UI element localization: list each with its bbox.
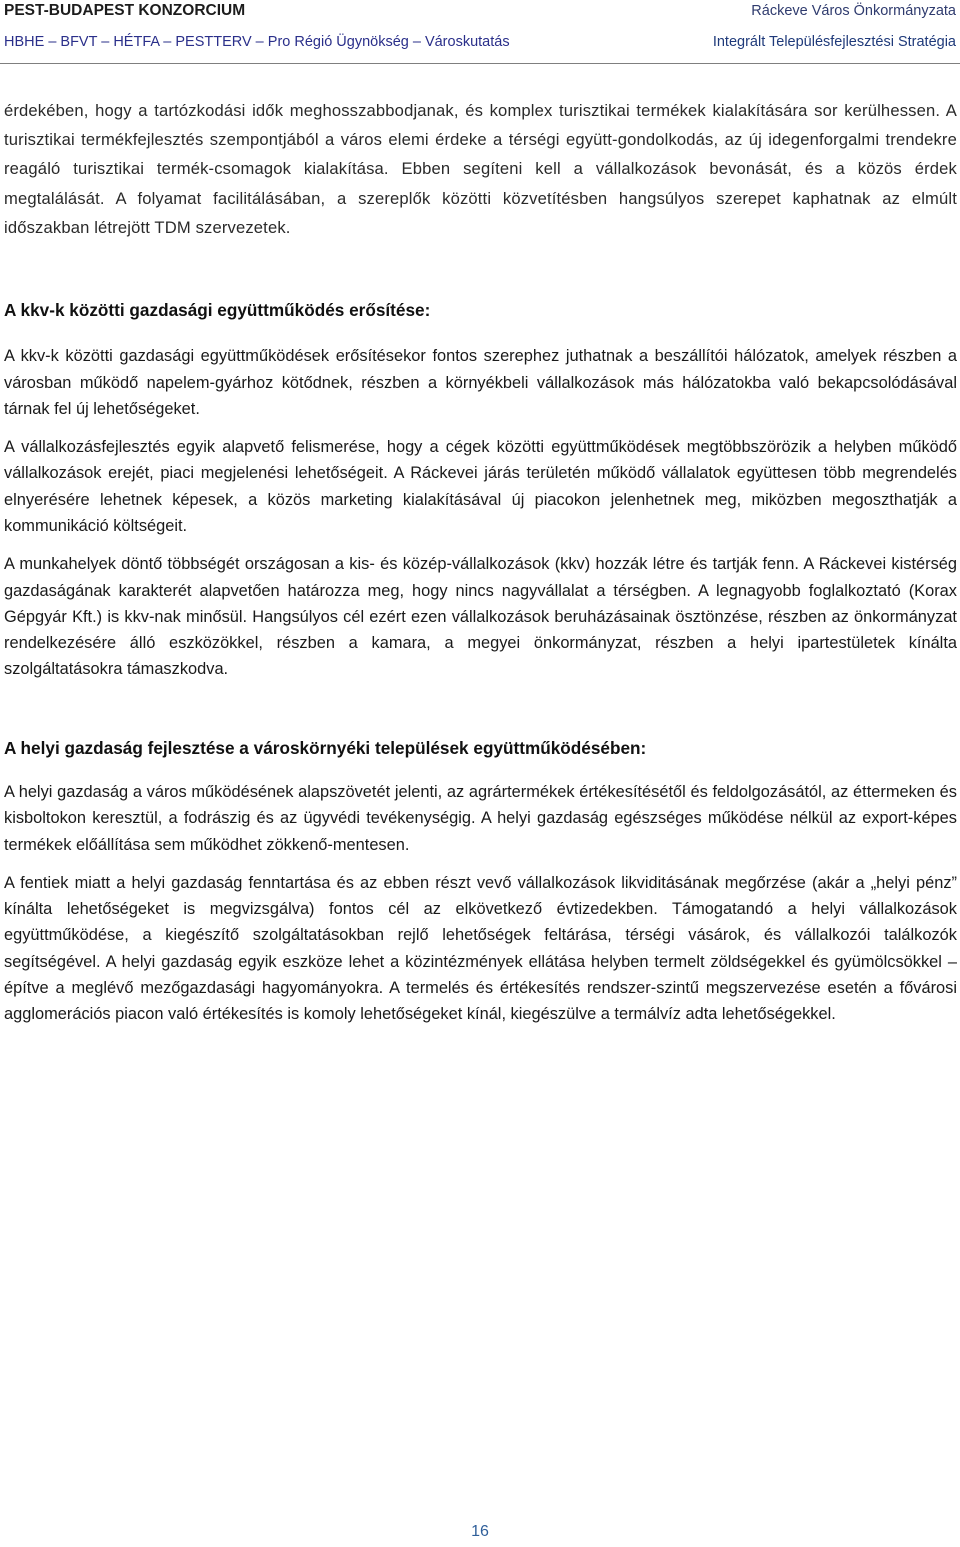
consortium-name: PEST-BUDAPEST KONZORCIUM	[4, 2, 246, 19]
page-number: 16	[471, 1523, 489, 1540]
paragraph: A helyi gazdaság a város működésének alapszövetét jelenti, az agrártermékek értékesítésétől és feldolgozásától, az éttermeken és kisboltokon keresztül, a fodrászig és az ügyvédi tevékenységig. A helyi gazdaság egészséges működése nélkül az export-képes termékek előállítása sem működhet zökkenő-mentesen.	[4, 782, 957, 854]
document-title: Integrált Településfejlesztési Stratégia	[712, 34, 956, 50]
document-body	[4, 96, 957, 1040]
municipality-name: Ráckeve Város Önkormányzata	[751, 3, 956, 19]
paragraph: A vállalkozásfejlesztés egyik alapvető felismerése, hogy a cégek közötti együttműködések megtöbbszörözik a helyben működő vállalkozások erejét, piaci megjelenési lehetőségeit. A Ráckevei járás területén működő vállalatok együttesen több megrendelés elnyerésére lehetnek képesek, a közös marketing kialakításával új piacokon jelenhetnek meg, miközben megoszthatják a kommunikáció költségeit.	[4, 438, 957, 535]
section-heading-local-economy: A helyi gazdaság fejlesztése a városkörnyéki települések együttműködésében:	[4, 737, 647, 758]
partner-list: HBHE – BFVT – HÉTFA – PESTTERV – Pro Régió Ügynökség – Városkutatás	[4, 34, 510, 50]
paragraph: A fentiek miatt a helyi gazdaság fenntartása és az ebben részt vevő vállalkozások likviditásának megőrzése (akár a „helyi pénz” kínálta lehetőségeket is megvizsgálva) fontos cél az elkövetkező évtizedekben. Támogatandó a helyi vállalkozások együttműködése, a kiegészítő szolgáltatásokban rejlő lehetőségek feltárása, térségi vásárok, és vállalkozói találkozók segítségével. A helyi gazdaság egyik eszköze lehet a közintézmények ellátása helyben termelt zöldségekkel és gyümölcsökkel – építve a meglévő mezőgazdasági hagyományokra. A termelés és értékesítés rendszer-szintű megszervezése esetén a fővárosi agglomerációs piacon való értékesítés is komoly lehetőségeket kínál, kiegészülve a termálvíz adta lehetőségekkel.	[4, 873, 957, 1024]
section-heading-kkv-cooperation: A kkv-k közötti gazdasági együttműködés erősítése:	[4, 300, 431, 321]
page-header	[0, 0, 960, 64]
paragraph: A munkahelyek döntő többségét országosan a kis- és közép-vállalkozások (kkv) hozzák létre és tartják fenn. A Ráckevei kistérség gazdaságának karakterét alapvetően határozza meg, hogy nincs nagyvállalat a térségben. A legnagyobb foglalkoztató (Korax Gépgyár Kft.) is kkv-nak minősül. Hangsúlyos cél ezért ezen vállalkozások beruházásainak ösztönzése, részben az önkormányzat rendelkezésére álló eszközökkel, részben a kamara, a megyei önkormányzat, részben a helyi ipartestületek kínálta szolgáltatásokra támaszkodva.	[4, 555, 957, 679]
intro-paragraph: érdekében, hogy a tartózkodási idők meghosszabbodjanak, és komplex turisztikai termékek kialakítására sor kerülhessen. A turisztikai termékfejlesztés szempontjából a város elemi érdeke a térségi együtt-gondolkodás, az új idegenforgalmi trendekre reagáló turisztikai termék-csomagok kialakítása. Ebben segíteni kell a vállalkozások bevonását, és a közös érdek megtalálását. A folyamat facilitálásában, a szereplők közötti közvetítésben hangsúlyos szerepet kaphatnak az elmúlt időszakban létrejött TDM szervezetek.	[4, 101, 957, 237]
header-top-row	[4, 1, 956, 21]
header-bottom-row	[4, 32, 956, 52]
paragraph: A kkv-k közötti gazdasági együttműködések erősítésekor fontos szerephez juthatnak a beszállítói hálózatok, amelyek részben a városban működő napelem-gyárhoz kötődnek, részben a környékbeli vállalkozások más hálózatokba való bekapcsolódásával tárnak fel új lehetőségeket.	[4, 347, 957, 418]
